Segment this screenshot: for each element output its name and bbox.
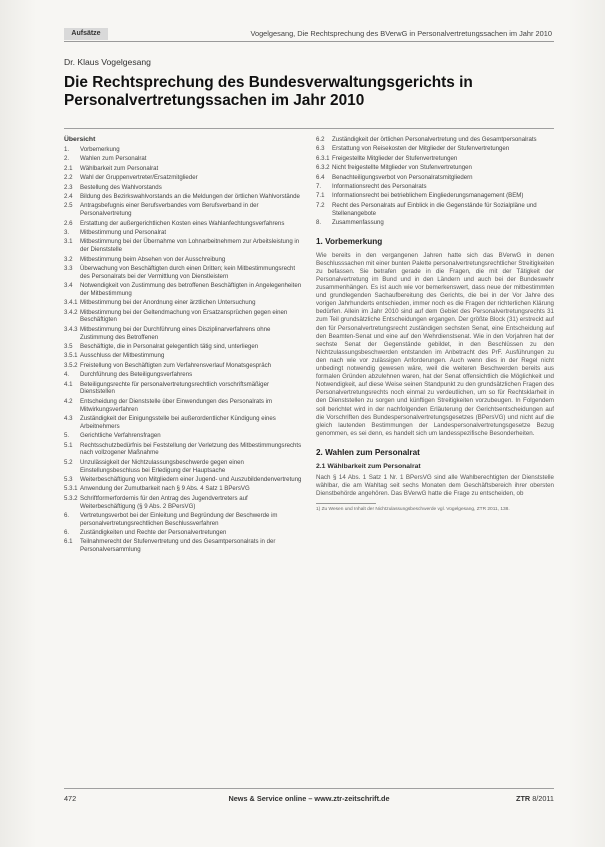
toc-item-number: 2.3 <box>64 183 73 191</box>
toc-list-left <box>64 146 304 554</box>
toc-item-number: 3.3 <box>64 264 73 272</box>
toc-item-text: Mitbestimmung bei der Geltendmachung von Ersatzansprüchen gegen einen Beschäftigten <box>80 308 288 324</box>
toc-item <box>316 192 554 200</box>
toc-item <box>64 309 304 325</box>
toc-item-text: Zusammenfassung <box>332 218 384 226</box>
toc-item-text: Freigestellte Mitglieder der Stufenvertretungen <box>332 154 458 162</box>
toc-item <box>64 398 304 414</box>
toc-item <box>316 174 554 182</box>
toc-item <box>64 155 304 163</box>
toc-item-number: 1. <box>64 146 70 153</box>
toc-item-number: 2.6 <box>64 219 73 227</box>
toc-item <box>316 219 554 227</box>
toc-item-number: 3.1 <box>64 238 73 246</box>
toc-item-number: 3.5.1 <box>64 352 78 360</box>
toc-item-text: Schriftformerfordernis für den Antrag des Jugendvertreters auf Weiterbeschäftigung (§ 9 Abs. 2 BPersVG) <box>80 494 248 510</box>
toc-item <box>64 229 304 237</box>
page-number: 472 <box>64 794 77 803</box>
toc-item <box>64 381 304 397</box>
toc-item-number: 6.3.1 <box>316 154 330 162</box>
footer-center <box>64 794 554 803</box>
section-tag: Aufsätze <box>64 28 108 40</box>
toc-item-text: Beteiligungsrechte für personalvertretungsrechtlich vorschriftsmäßiger Dienststellen <box>80 380 269 396</box>
author-name: Dr. Klaus Vogelgesang <box>64 57 151 67</box>
toc-item-number: 4. <box>64 371 70 379</box>
running-header <box>64 28 554 42</box>
toc-item-number: 6. <box>64 511 70 519</box>
toc-item-text: Recht des Personalrats auf Einblick in die Gegenstände für Sozialpläne und Stellenangebote <box>332 201 537 217</box>
toc-item-number: 3.4.1 <box>64 299 78 307</box>
toc-item <box>316 183 554 191</box>
toc-item <box>64 165 304 173</box>
toc-item-text: Wahlen zum Personalrat <box>80 155 147 163</box>
toc-item-number: 6.3 <box>316 145 325 153</box>
toc-item <box>64 256 304 264</box>
toc-item-number: 5.3.1 <box>64 485 78 493</box>
toc-item-text: Vorbemerkung <box>80 146 120 153</box>
toc-item-text: Gerichtliche Verfahrensfragen <box>80 432 161 440</box>
toc-item-text: Informationsrecht des Personalrats <box>332 182 427 190</box>
toc-item-text: Wählbarkeit zum Personalrat <box>80 164 159 172</box>
toc-item <box>64 299 304 307</box>
toc-item <box>64 220 304 228</box>
journal-issue <box>516 794 554 803</box>
toc-item-number: 2. <box>64 155 70 163</box>
toc-item-text: Zuständigkeiten und Rechte der Personalvertretungen <box>80 529 227 537</box>
toc-item <box>64 326 304 342</box>
section-heading-2: 2. Wahlen zum Personalrat <box>316 447 420 457</box>
toc-item-text: Mitbestimmung beim Absehen von der Ausschreibung <box>80 255 226 263</box>
toc-item-text: Mitbestimmung bei der Übernahme von Lohnarbeitnehmern zur Arbeitsleistung in der Dienststelle <box>80 238 300 254</box>
toc-item-number: 2.4 <box>64 192 73 200</box>
toc-item <box>316 155 554 163</box>
title-divider <box>64 128 554 129</box>
toc-heading: Übersicht <box>64 136 96 143</box>
toc-item <box>64 343 304 351</box>
toc-item-text: Mitbestimmung und Personalrat <box>80 228 167 236</box>
subsection-body-2-1: Nach § 14 Abs. 1 Satz 1 Nr. 1 BPersVG sind alle Wahlberechtigten der Dienststelle wählbar, die am Wahltag seit sechs Monaten dem Geschäftsbereich ihrer obersten Dienstbehörde angehören. Das BVerwG hatte die Frage zu entscheiden, ob <box>316 473 554 498</box>
toc-item-text: Teilnahmerecht der Stufenvertretung und des Gesamtpersonalrats in der Personalversammlung <box>80 538 276 554</box>
toc-item-number: 3.4.2 <box>64 308 78 316</box>
toc-item-number: 3.2 <box>64 255 73 263</box>
toc-item-number: 5.1 <box>64 441 73 449</box>
toc-item <box>64 432 304 440</box>
toc-item-text: Erstattung von Reisekosten der Mitglieder der Stufenvertretungen <box>332 145 510 153</box>
toc-item-number: 3.4.3 <box>64 325 78 333</box>
toc-item-text: Informationsrecht bei betrieblichem Eingliederungsmanagement (BEM) <box>332 192 524 200</box>
toc-item-number: 3. <box>64 228 70 236</box>
toc-item <box>64 202 304 218</box>
toc-item <box>64 184 304 192</box>
toc-item <box>64 371 304 379</box>
toc-item-number: 6. <box>64 529 70 537</box>
toc-item-number: 5.3 <box>64 475 73 483</box>
toc-item-number: 6.2 <box>316 136 325 143</box>
toc-item-number: 7.1 <box>316 192 325 200</box>
toc-item-number: 6.3.2 <box>316 164 330 172</box>
toc-item <box>64 174 304 182</box>
toc-item <box>64 538 304 554</box>
issue-number: 8/2011 <box>532 794 554 803</box>
toc-item-text: Benachteiligungsverbot von Personalratsmitgliedern <box>332 173 473 181</box>
toc-item-number: 6.4 <box>316 173 325 181</box>
running-head-text: Vogelgesang, Die Rechtsprechung des BVerwG in Personalvertretungssachen im Jahr 2010 <box>250 29 552 38</box>
toc-item <box>64 282 304 298</box>
toc-item-text: Ausschluss der Mitbestimmung <box>80 352 165 360</box>
footer-link[interactable]: www.ztr-zeitschrift.de <box>314 794 390 803</box>
toc-item-number: 3.5.2 <box>64 361 78 369</box>
right-column <box>316 136 554 513</box>
toc-item-text: Entscheidung der Dienststelle über Einwendungen des Personalrats im Mitwirkungsverfahren <box>80 397 273 413</box>
toc-item <box>64 485 304 493</box>
article-title: Die Rechtsprechung des Bundesverwaltungsgerichts in Personalvertretungssachen im Jahr 2010 <box>64 74 473 109</box>
toc-item-text: Überwachung von Beschäftigten durch einen Dritten; kein Mitbestimmungsrecht des Personalrats bei der Vermittlung von Dienstleistern <box>80 264 296 280</box>
toc-item <box>64 459 304 475</box>
toc-list-right <box>316 136 554 227</box>
footer-divider <box>64 788 554 789</box>
toc-item-text: Anwendung der Zumutbarkeit nach § 9 Abs. 4 Satz 1 BPersVG <box>80 485 250 493</box>
toc-item <box>64 512 304 528</box>
section-body-1: Wie bereits in den vergangenen Jahren hatte sich das BVerwG in denen Beschlusssachen mit einer bunten Palette personalvertretungsrechtlicher Streitigkeiten zu befassen. Sie betrafen gerade in die Fragen, die mit der Tätigkeit der Personalvertretung im Bund und in den Ländern und auch bei der Bundeswehr zusammenhängen. Es ist auch wie vor bemerkenswert, dass neue der mitbestimmten und grundlegenden Sachaufbereitung des Gerichts, die bei in der Vor Jahre des vorigen Jahrhunderts entschieden, immer noch es die Fragen der richterlichen Klärung bedürfen. Allein im Jahr 2010 sind auf dem Gebiet des Personalvertretungsrechts 31 zum Teil grundsätzliche Entscheidungen ergangen. Der größte Block (31) erstreckt auf den für Personalvertretungsrecht zuständigen sechsten Senat, eine Entscheidung auf den Beamten-Senat und eine auf den Wehrdienstsenat. Wie in den Vorjahren hat der sechste Senat der Gegenstände gebildet, in den Beschlüssen zu den Nichtzulassungsbeschwerden entstanden im Anbetracht des PrF. Ausführungen zu den nach wie vor zulässigen Anforderungen. Auch wenn dies in der Regel nicht unbedingt notwendig gewesen wäre, weil die weiteren Beschwerden bereits aus formalen Gründen abzulehnen waren, hat der Senat offensichtlich die Möglichkeit und Notwendigkeit, auf diese Weise seinen Standpunkt zu den grundsätzlichen Fragen des Personalvertretungsrechts noch einmal zu verdeutlichen, um so für Rechtsklarheit in den Dienststellen zu sorgen und künftigen Streitigkeiten vorzubeugen. In Folgendem soll berichtet wird in der nachfolgenden Erläuterung der Gerichtsentscheidungen auf die Vorschriften des Bundespersonalvertretungsgesetzes (BPersVG) und nicht auf die gleich lautenden Bestimmungen der Landespersonalvertretungsgesetze Bezug genommen, es sei denn, es handelt sich um landesspezifische Besonderheiten. <box>316 251 554 437</box>
toc-item-number: 5. <box>64 432 70 440</box>
left-column <box>64 136 304 556</box>
toc-item <box>316 136 554 144</box>
footnote: 1) Zu Wesen und Inhalt der Nichtzulassungsbeschwerde vgl. Vogelgesang, ZTR 2011, 138. <box>316 507 510 513</box>
toc-item-text: Zuständigkeit der Einigungsstelle bei außerordentlicher Kündigung eines Arbeitnehmers <box>80 414 276 430</box>
toc-item <box>64 442 304 458</box>
toc-item-text: Bestellung des Wahlvorstands <box>80 183 162 191</box>
toc-item <box>64 529 304 537</box>
toc-item <box>316 145 554 153</box>
subsection-heading-2-1: 2.1 Wählbarkeit zum Personalrat <box>316 462 421 470</box>
toc-item-number: 7. <box>316 182 322 190</box>
toc-item-text: Mitbestimmung bei der Anordnung einer ärztlichen Untersuchung <box>80 299 256 307</box>
toc-item-text: Beschäftigte, die in Personalrat gelegentlich tätig sind, unterliegen <box>80 343 259 351</box>
toc-item-number: 3.5 <box>64 343 73 351</box>
journal-brand: ZTR <box>516 794 531 803</box>
toc-item <box>64 415 304 431</box>
toc-item-number: 4.1 <box>64 380 73 388</box>
toc-item-text: Vertretungsverbot bei der Einleitung und Begründung der Beschwerde im personalvertretungsrechtlichen Beschlussverfahren <box>80 511 278 527</box>
toc-item-number: 8. <box>316 218 322 226</box>
toc-item <box>316 164 554 172</box>
toc-item <box>64 476 304 484</box>
toc-item <box>64 238 304 254</box>
toc-item-text: Nicht freigestellte Mitglieder von Stufenvertretungen <box>332 164 472 172</box>
toc-item-number: 4.3 <box>64 414 73 422</box>
toc-item <box>316 202 554 218</box>
toc-item-text: Erstattung der außergerichtlichen Kosten eines Wahlanfechtungsverfahrens <box>80 219 285 227</box>
toc-item-number: 7.2 <box>316 201 325 209</box>
toc-item-number: 2.2 <box>64 174 73 182</box>
toc-item-text: Zuständigkeit der örtlichen Personalvertretung und des Gesamtpersonalrats <box>332 136 537 143</box>
toc-item-number: 5.2 <box>64 458 73 466</box>
toc-item <box>64 265 304 281</box>
page-footer <box>64 794 554 806</box>
toc-item-number: 5.3.2 <box>64 494 78 502</box>
toc-item-text: Weiterbeschäftigung von Mitgliedern einer Jugend- und Auszubildendenvertretung <box>80 475 302 483</box>
toc-item-text: Antragsbefugnis einer Berufsverbandes vom Berufsverband in der Personalvertretung <box>80 202 259 218</box>
toc-item-text: Unzulässigkeit der Nichtzulassungsbeschwerde gegen einen Einstellungsbeschluss bei Erledigung der Hauptsache <box>80 458 244 474</box>
toc-item-number: 6.1 <box>64 538 73 546</box>
toc-item-number: 2.1 <box>64 164 73 172</box>
section-heading-1: 1. Vorbemerkung <box>316 236 383 246</box>
toc-item-text: Bildung des Bezirkswahlvorstands an die Meldungen der örtlichen Wahlvorstände <box>80 192 300 200</box>
toc-item-number: 3.4 <box>64 282 73 290</box>
toc-item-text: Mitbestimmung bei der Durchführung eines Disziplinarverfahrens ohne Zustimmung des Betroffenen <box>80 325 271 341</box>
toc-item-text: Durchführung des Beteiligungsverfahrens <box>80 371 193 379</box>
toc-item-text: Wahl der Gruppenvertreter/Ersatzmitglieder <box>80 174 198 182</box>
toc-item <box>64 352 304 360</box>
toc-item <box>64 362 304 370</box>
toc-item <box>64 193 304 201</box>
footer-prefix: News & Service online – <box>228 794 315 803</box>
toc-item-text: Freistellung von Beschäftigten zum Verfahrensverlauf Monatsgespräch <box>80 361 272 369</box>
footnote-divider <box>316 503 376 504</box>
toc-item-text: Notwendigkeit von Zustimmung des betroffenen Beschäftigten in Angelegenheiten der Mitbestimmung <box>80 282 302 297</box>
toc-item <box>64 495 304 511</box>
toc-item-text: Rechtsschutzbedürfnis bei Feststellung der Verletzung des Mitbestimmungsrechts nach vollzogener Maßnahme <box>80 441 302 457</box>
toc-item-number: 2.5 <box>64 202 73 210</box>
toc-item-number: 4.2 <box>64 397 73 405</box>
toc-item <box>64 146 304 154</box>
